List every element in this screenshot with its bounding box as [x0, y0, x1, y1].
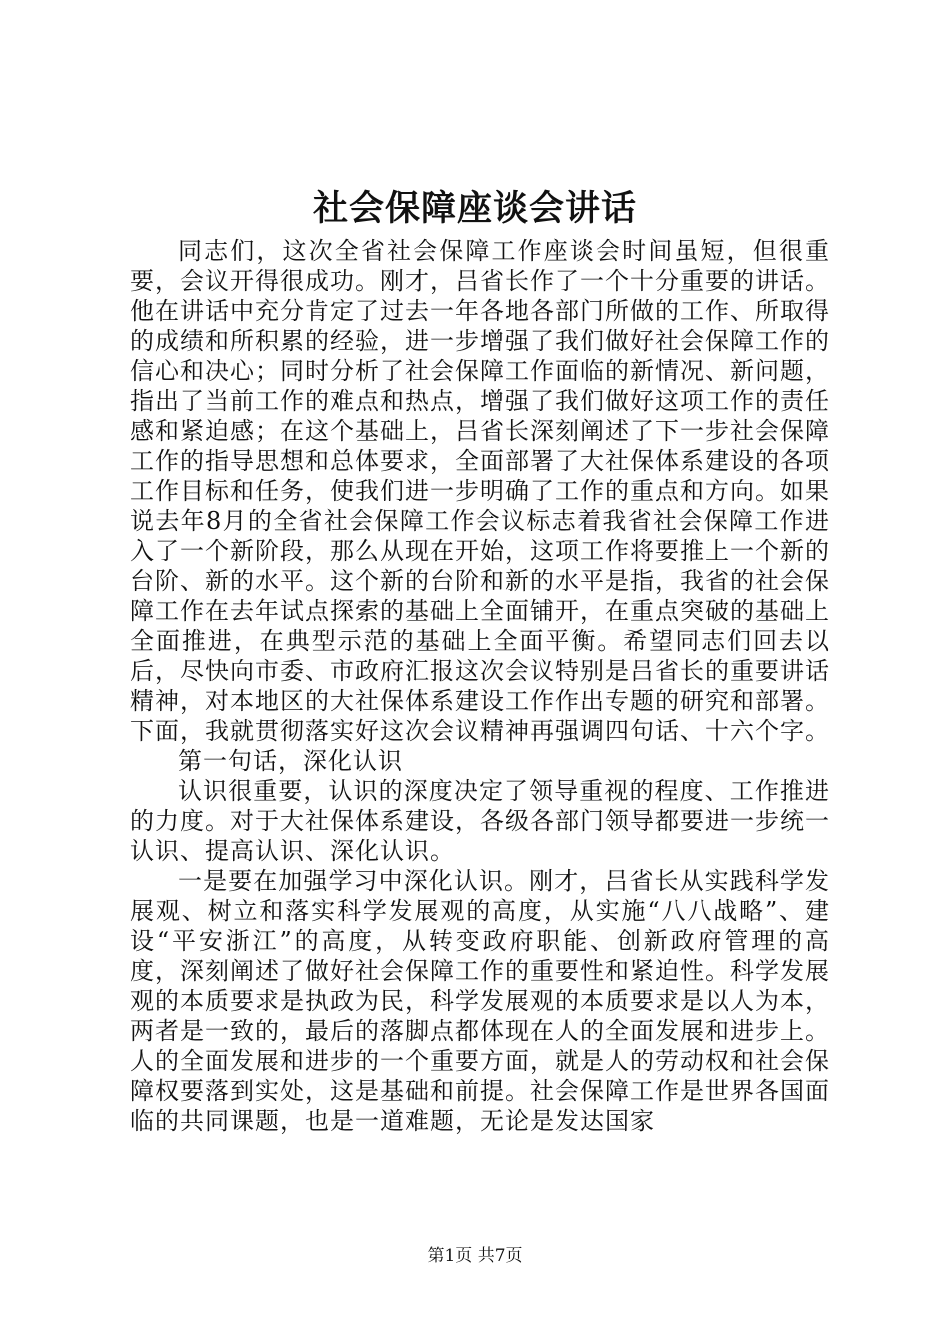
page-number-footer: 第1页 共7页: [427, 1246, 523, 1266]
document-title: 社会保障座谈会讲话: [312, 188, 637, 229]
body-paragraph: 一是要在加强学习中深化认识。刚才，吕省长从实践科学发展观、树立和落实科学发展观的高度，从实施“八八战略”、建设“平安浙江”的高度，从转变政府职能、创新政府管理的高度，深刻阐述了做好社会保障工作的重要性和紧迫性。科学发展观的本质要求是执政为民，科学发展观的本质要求是以人为本，两者是一致的，最后的落脚点都体现在人的全面发展和进步上。人的全面发展和进步的一个重要方面，就是人的劳动权和社会保障权要落到实处，这是基础和前提。社会保障工作是世界各国面临的共同课题，也是一道难题，无论是发达国家: [130, 867, 830, 1135]
document-body: [130, 236, 830, 1136]
body-paragraph: 同志们，这次全省社会保障工作座谈会时间虽短，但很重要，会议开得很成功。刚才，吕省长作了一个十分重要的讲话。他在讲话中充分肯定了过去一年各地各部门所做的工作、所取得的成绩和所积累的经验，进一步增强了我们做好社会保障工作的信心和决心；同时分析了社会保障工作面临的新情况、新问题，指出了当前工作的难点和热点，增强了我们做好这项工作的责任感和紧迫感；在这个基础上，吕省长深刻阐述了下一步社会保障工作的指导思想和总体要求，全面部署了大社保体系建设的各项工作目标和任务，使我们进一步明确了工作的重点和方向。如果说去年8月的全省社会保障工作会议标志着我省社会保障工作进入了一个新阶段，那么从现在开始，这项工作将要推上一个新的台阶、新的水平。这个新的台阶和新的水平是指，我省的社会保障工作在去年试点探索的基础上全面铺开，在重点突破的基础上全面推进，在典型示范的基础上全面平衡。希望同志们回去以后，尽快向市委、市政府汇报这次会议特别是吕省长的重要讲话精神，对本地区的大社保体系建设工作作出专题的研究和部署。下面，我就贯彻落实好这次会议精神再强调四句话、十六个字。: [130, 237, 830, 745]
body-paragraph: 认识很重要，认识的深度决定了领导重视的程度、工作推进的力度。对于大社保体系建设，各级各部门领导都要进一步统一认识、提高认识、深化认识。: [130, 777, 830, 865]
section-heading: 第一句话，深化认识: [178, 747, 403, 775]
